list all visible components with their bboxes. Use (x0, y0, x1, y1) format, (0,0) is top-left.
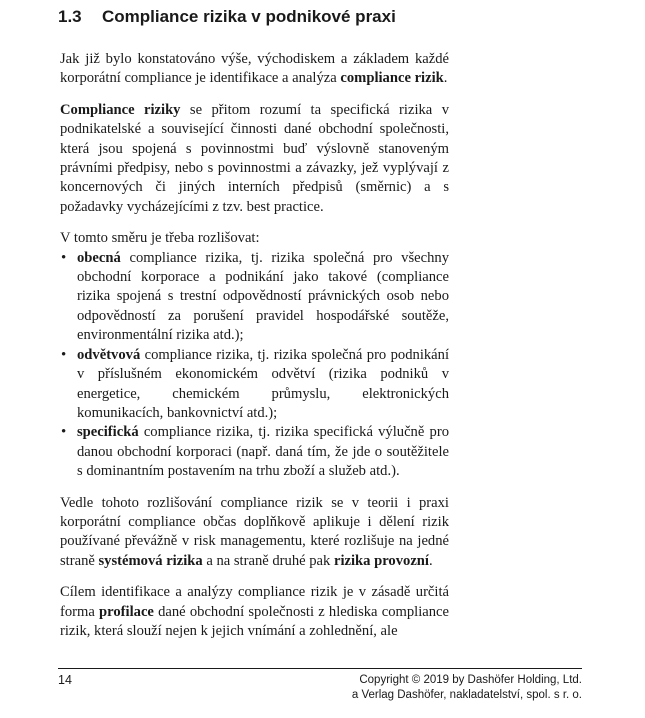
section-number: 1.3 (58, 7, 82, 26)
copyright-notice (352, 673, 582, 703)
risk-type-list (60, 249, 449, 482)
paragraph-1: Jak již bylo konstatováno výše, východiskem a základem každé korporátní compliance je identifikace a analýza compliance rizik. (60, 51, 449, 87)
list-item: • specifická compliance rizika, tj. rizika specifická výlučně pro danou obchodní korporaci (např. daná tím, že jde o soutěžitele s dominantním postavením na trhu zboží a služeb atd.). (61, 424, 449, 480)
paragraph-4: Vedle tohoto rozlišování compliance rizik se v teorii i praxi korporátní compliance občas doplňkově aplikuje i dělení rizik používané převážně v risk managementu, které rozlišuje na jedné straně systémová rizika a na straně druhé pak rizika provozní. (60, 494, 449, 569)
bullet-icon: • (61, 249, 67, 266)
page-number: 14 (58, 673, 72, 687)
term-compliance-riziky: Compliance riziky (60, 101, 181, 118)
copyright-line-1: Copyright © 2019 by Dashöfer Holding, Ltd. (359, 674, 582, 686)
bullet-icon: • (61, 346, 67, 363)
copyright-line-2: a Verlag Dashöfer, nakladatelství, spol. s r. o. (351, 689, 582, 701)
list-item: • obecná compliance rizika, tj. rizika společná pro všechny obchodní korporace a podnikání jako takové (compliance rizika spojená s trestní odpovědností právnických osob nebo odpovědností za porušení pravidel hospodářské soutěže, environmentální rizika atd.); (61, 249, 449, 344)
list-item: • odvětvová compliance rizika, tj. rizika společná pro podnikání v příslušném ekonomickém odvětví (rizika podniků v energetice, chemickém průmyslu, elektronických komunikacích, bankovnictví atd.); (61, 346, 449, 421)
paragraph-3: V tomto směru je třeba rozlišovat: (60, 230, 260, 247)
footer-divider (58, 668, 582, 669)
term-compliance-rizik: compliance rizik (340, 70, 444, 87)
bullet-icon: • (61, 424, 67, 441)
section-title: Compliance rizika v podnikové praxi (102, 7, 396, 26)
paragraph-5: Cílem identifikace a analýzy compliance rizik je v zásadě určitá forma profilace dané obchodní společnosti z hlediska compliance rizik, která slouží nejen k jejich vnímání a zohlednění, ale (60, 584, 449, 639)
body-text (60, 50, 449, 653)
section-heading (58, 7, 396, 27)
paragraph-2: Compliance riziky se přitom rozumí ta specifická rizika v podnikatelské a související činnosti dané obchodní společnosti, která jsou spojená s povinnostmi buď výslovně stanoveným právními předpisy, nebo s povinnostmi a závazky, jež vyplývají z koncernových či jiných interních předpisů (směrnic) a s požadavky vycházejícími z tzv. best practice. (60, 101, 449, 215)
